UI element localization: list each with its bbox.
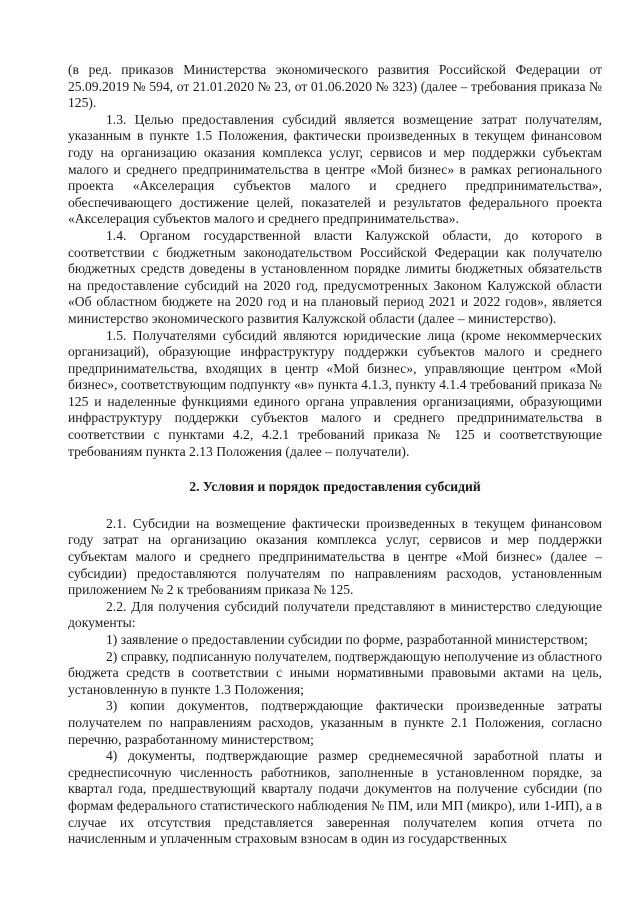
- section-heading: 2. Условия и порядок предоставления субсидий: [189, 479, 481, 495]
- paragraph-amendments: (в ред. приказов Министерства экономического развития Российской Федерации от 25.09.2019 № 594, от 21.01.2020 № 23, от 01.06.2020 № 323) (далее – требования приказа № 125).: [68, 62, 602, 111]
- paragraph-2-1: 2.1. Субсидии на возмещение фактически произведенных в текущем финансовом году затрат на организацию оказания комплекса услуг, сервисов и мер поддержки субъектам малого и среднего предпринимательства в центре «Мой бизнес» (далее – субсидии) предоставляются получателям по направлениям расходов, установленным приложением № 2 к требованиям приказа № 125.: [68, 515, 602, 598]
- paragraph-1-4: 1.4. Органом государственной власти Калужской области, до которого в соответствии с бюджетным законодательством Российской Федерации как получателю бюджетных средств доведены в установленном порядке лимиты бюджетных обязательств на предоставление субсидий на 2020 год, предусмотренных Законом Калужской области «Об областном бюджете на 2020 год и на плановый период 2021 и 2022 годов», является министерство экономического развития Калужской области (далее – министерство).: [68, 227, 602, 326]
- paragraph-2-2: 2.2. Для получения субсидий получатели представляют в министерство следующие документы:: [68, 598, 602, 631]
- list-item-2: 2) справку, подписанную получателем, подтверждающую неполучение из областного бюджета средств в соответствии с иными нормативными правовыми актами на цель, установленную в пункте 1.3 Положения;: [68, 648, 602, 697]
- list-item-4: 4) документы, подтверждающие размер среднемесячной заработной платы и среднесписочную численность работников, заполненные в установленном порядке, за квартал года, предшествующий кварталу подачи документов на получение субсидии (по формам федерального статистического наблюдения № ПМ, или МП (микро), или 1-ИП), а в случае их отсутствия представляется заверенная получателем копия отчета по начисленным и уплаченным страховым взносам в один из государственных: [68, 748, 602, 847]
- paragraph-1-3: 1.3. Целью предоставления субсидий является возмещение затрат получателям, указанным в пункте 1.5 Положения, фактически произведенных в текущем финансовом году на организацию оказания комплекса услуг, сервисов и мер поддержки субъектам малого и среднего предпринимательства в центре «Мой бизнес» в рамках регионального проекта «Акселерация субъектов малого и среднего предпринимательства», обеспечивающего достижение целей, показателей и результатов федерального проекта «Акселерация субъектов малого и среднего предпринимательства».: [68, 111, 602, 227]
- paragraph-1-5: 1.5. Получателями субсидий являются юридические лица (кроме некоммерческих организаций), образующие инфраструктуру поддержки субъектов малого и среднего предпринимательства, входящих в центр «Мой бизнес», управляющие центром «Мой бизнес», соответствующим подпункту «в» пункта 4.1.3, пункту 4.1.4 требований приказа № 125 и наделенные функциями единого органа управления организациями, образующими инфраструктуру поддержки субъектов малого и среднего предпринимательства в соответствии с пунктами 4.2, 4.2.1 требований приказа № 125 и соответствующие требованиям пункта 2.13 Положения (далее – получатели).: [68, 327, 602, 459]
- list-item-3: 3) копии документов, подтверждающие фактически произведенные затраты получателем по направлениям расходов, указанным в пункте 2.1 Положения, согласно перечню, разработанному министерством;: [68, 698, 602, 747]
- list-item-1: 1) заявление о предоставлении субсидии по форме, разработанной министерством;: [106, 632, 588, 647]
